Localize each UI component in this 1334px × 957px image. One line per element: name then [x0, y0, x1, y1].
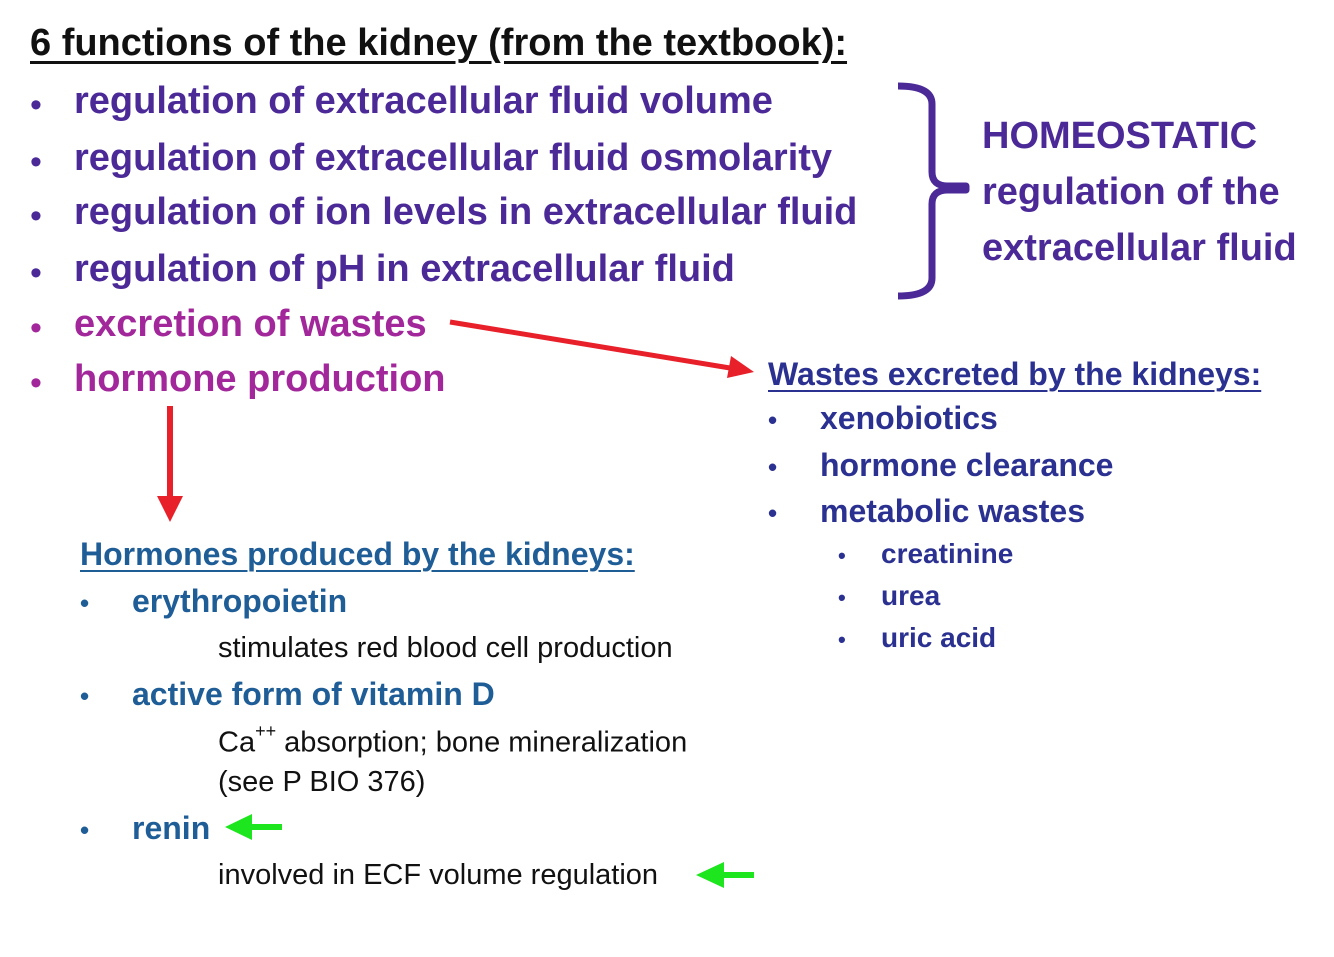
- function-item-hormones: hormone production: [74, 358, 446, 400]
- bullet: •: [30, 364, 42, 402]
- hormones-title: Hormones produced by the kidneys:: [80, 536, 635, 572]
- bullet: •: [30, 254, 42, 292]
- function-item: regulation of ion levels in extracellular fluid: [74, 191, 858, 233]
- waste-subitem: uric acid: [881, 622, 997, 653]
- hormone-description: Ca++ absorption; bone mineralization: [218, 721, 688, 759]
- waste-item: hormone clearance: [820, 447, 1114, 483]
- bullet: •: [838, 627, 846, 652]
- bullet: •: [838, 543, 846, 568]
- hormone-description: involved in ECF volume regulation: [218, 859, 659, 891]
- hormone-description: (see P BIO 376): [218, 766, 426, 798]
- arrow-left-icon: [225, 814, 282, 840]
- hormone-name: renin: [132, 810, 211, 846]
- homeostatic-label: HOMEOSTATIC: [982, 115, 1258, 157]
- waste-subitem: creatinine: [881, 538, 1014, 569]
- page-title: 6 functions of the kidney (from the textbook):: [30, 22, 848, 64]
- arrow-down-icon: [157, 406, 183, 522]
- arrow-right-icon: [450, 322, 754, 378]
- hormone-description: stimulates red blood cell production: [218, 632, 673, 664]
- bullet: •: [30, 197, 42, 235]
- right-brace-icon: [898, 86, 966, 296]
- bullet: •: [80, 588, 90, 618]
- function-item: regulation of extracellular fluid volume: [74, 80, 773, 122]
- hormone-name: erythropoietin: [132, 583, 348, 619]
- bullet: •: [768, 452, 778, 482]
- wastes-title: Wastes excreted by the kidneys:: [768, 356, 1262, 392]
- bullet: •: [30, 309, 42, 347]
- bullet: •: [30, 143, 42, 181]
- bullet: •: [768, 405, 778, 435]
- hormone-name: active form of vitamin D: [132, 676, 495, 712]
- bullet: •: [768, 498, 778, 528]
- bullet: •: [30, 86, 42, 124]
- bullet: •: [80, 681, 90, 711]
- waste-subitem: urea: [881, 580, 941, 611]
- waste-item: xenobiotics: [820, 400, 998, 436]
- bullet: •: [80, 815, 90, 845]
- function-item: regulation of pH in extracellular fluid: [74, 248, 735, 290]
- arrow-left-icon: [696, 862, 754, 888]
- function-item: regulation of extracellular fluid osmolarity: [74, 137, 833, 179]
- function-item-excretion: excretion of wastes: [74, 303, 427, 345]
- homeostatic-label: extracellular fluid: [982, 227, 1297, 269]
- homeostatic-label: regulation of the: [982, 171, 1280, 213]
- waste-item: metabolic wastes: [820, 493, 1085, 529]
- bullet: •: [838, 585, 846, 610]
